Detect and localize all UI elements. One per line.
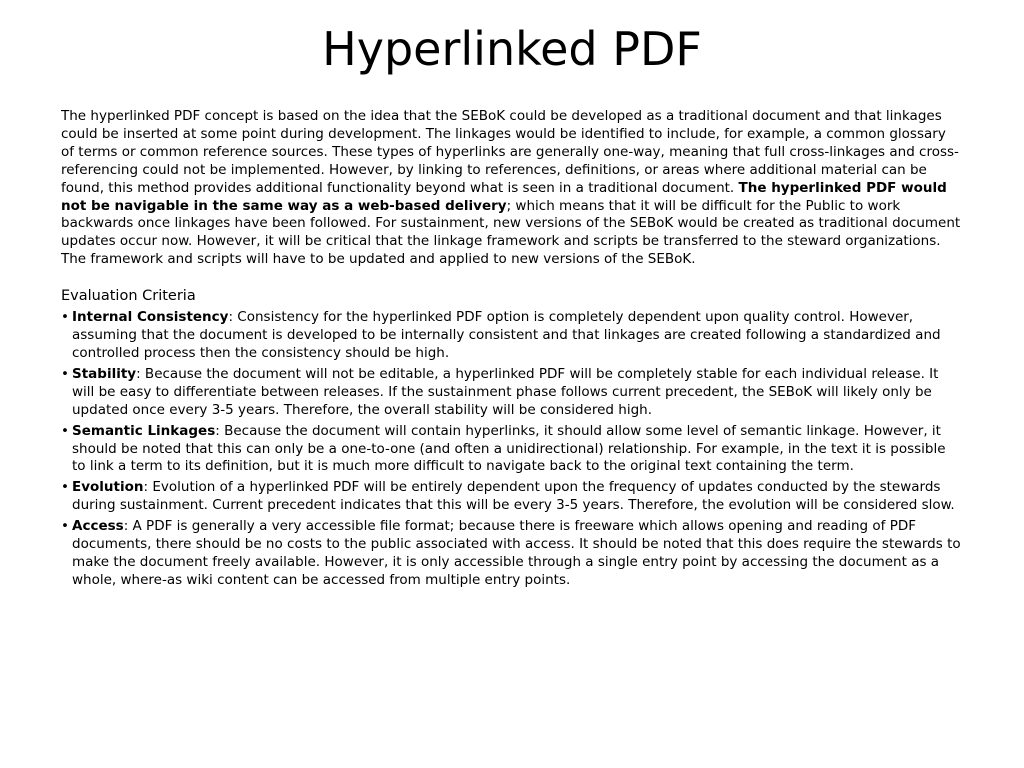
criteria-item-access [61, 518, 963, 590]
intro-text-start: The hyperlinked PDF concept is based on the idea that the SEBoK could be developed as a traditional document and that linkages could be inserted at some point during development. The linkages would be identified to include, for example, a common glossary of terms or common reference sources. These types of hyperlinks are generally one-way, meaning that full cross-linkages and cross-referencing could not be implemented. However, by linking to references, definitions, or areas where additional material can be found, this method provides additional functionality beyond what is seen in a traditional document. [61, 108, 959, 196]
slide-title: Hyperlinked PDF [322, 22, 702, 76]
bullet-icon: • [61, 309, 69, 326]
criteria-item-semantic-linkages [61, 423, 963, 477]
intro-text-end: ; which means that it will be difficult for the Public to work backwards once linkages have been followed. For sustainment, new versions of the SEBoK would be created as traditional document updates occur now. However, it will be critical that the linkage framework and scripts be transferred to the steward organizations. The framework and scripts will have to be updated and applied to new versions of the SEBoK. [61, 197, 961, 268]
slide-body [61, 108, 963, 593]
bullet-icon: • [61, 422, 69, 439]
criteria-description: : A PDF is generally a very accessible file format; because there is freeware which allows opening and reading of PDF documents, there should be no costs to the public associated with access. It should be noted that this does require the stewards to make the document freely available. However, it is only accessible through a single entry point by accessing the document as a whole, where-as wiki content can be accessed from multiple entry points. [72, 518, 961, 588]
intro-bold-statement: The hyperlinked PDF would not be navigable in the same way as a web-based delivery [61, 179, 947, 214]
bullet-icon: • [61, 518, 69, 535]
criteria-term: Evolution [72, 479, 144, 496]
criteria-term: Semantic Linkages [72, 422, 216, 439]
bullet-icon: • [61, 365, 69, 382]
criteria-item-stability [61, 366, 963, 420]
criteria-description: : Because the document will contain hyperlinks, it should allow some level of semantic linkage. However, it should be noted that this can only be a one-to-one (and often a unidirectional) relationship. For example, in the text it is possible to link a term to its definition, but it is much more difficult to navigate back to the original text containing the term. [72, 422, 946, 475]
bullet-icon: • [61, 479, 69, 496]
criteria-term: Stability [72, 365, 137, 382]
intro-paragraph [61, 108, 963, 269]
criteria-term: Access [72, 518, 124, 535]
criteria-term: Internal Consistency [72, 309, 229, 326]
criteria-item-evolution [61, 479, 963, 515]
criteria-description: : Because the document will not be editable, a hyperlinked PDF will be completely stable for each individual release. It will be easy to differentiate between releases. If the sustainment phase follows current precedent, the SEBoK will likely only be updated once every 3-5 years. Therefore, the overall stability will be considered high. [72, 365, 939, 418]
criteria-description: : Evolution of a hyperlinked PDF will be entirely dependent upon the frequency of updates conducted by the stewards during sustainment. Current precedent indicates that this will be every 3-5 years. Therefore, the evolution will be considered slow. [72, 479, 955, 514]
evaluation-criteria-list [61, 309, 963, 590]
criteria-item-internal-consistency [61, 309, 963, 363]
evaluation-criteria-heading: Evaluation Criteria [61, 288, 196, 305]
criteria-description: : Consistency for the hyperlinked PDF option is completely dependent upon quality control. However, assuming that the document is developed to be internally consistent and that linkages are created following a standardized and controlled process then the consistency should be high. [72, 309, 941, 361]
